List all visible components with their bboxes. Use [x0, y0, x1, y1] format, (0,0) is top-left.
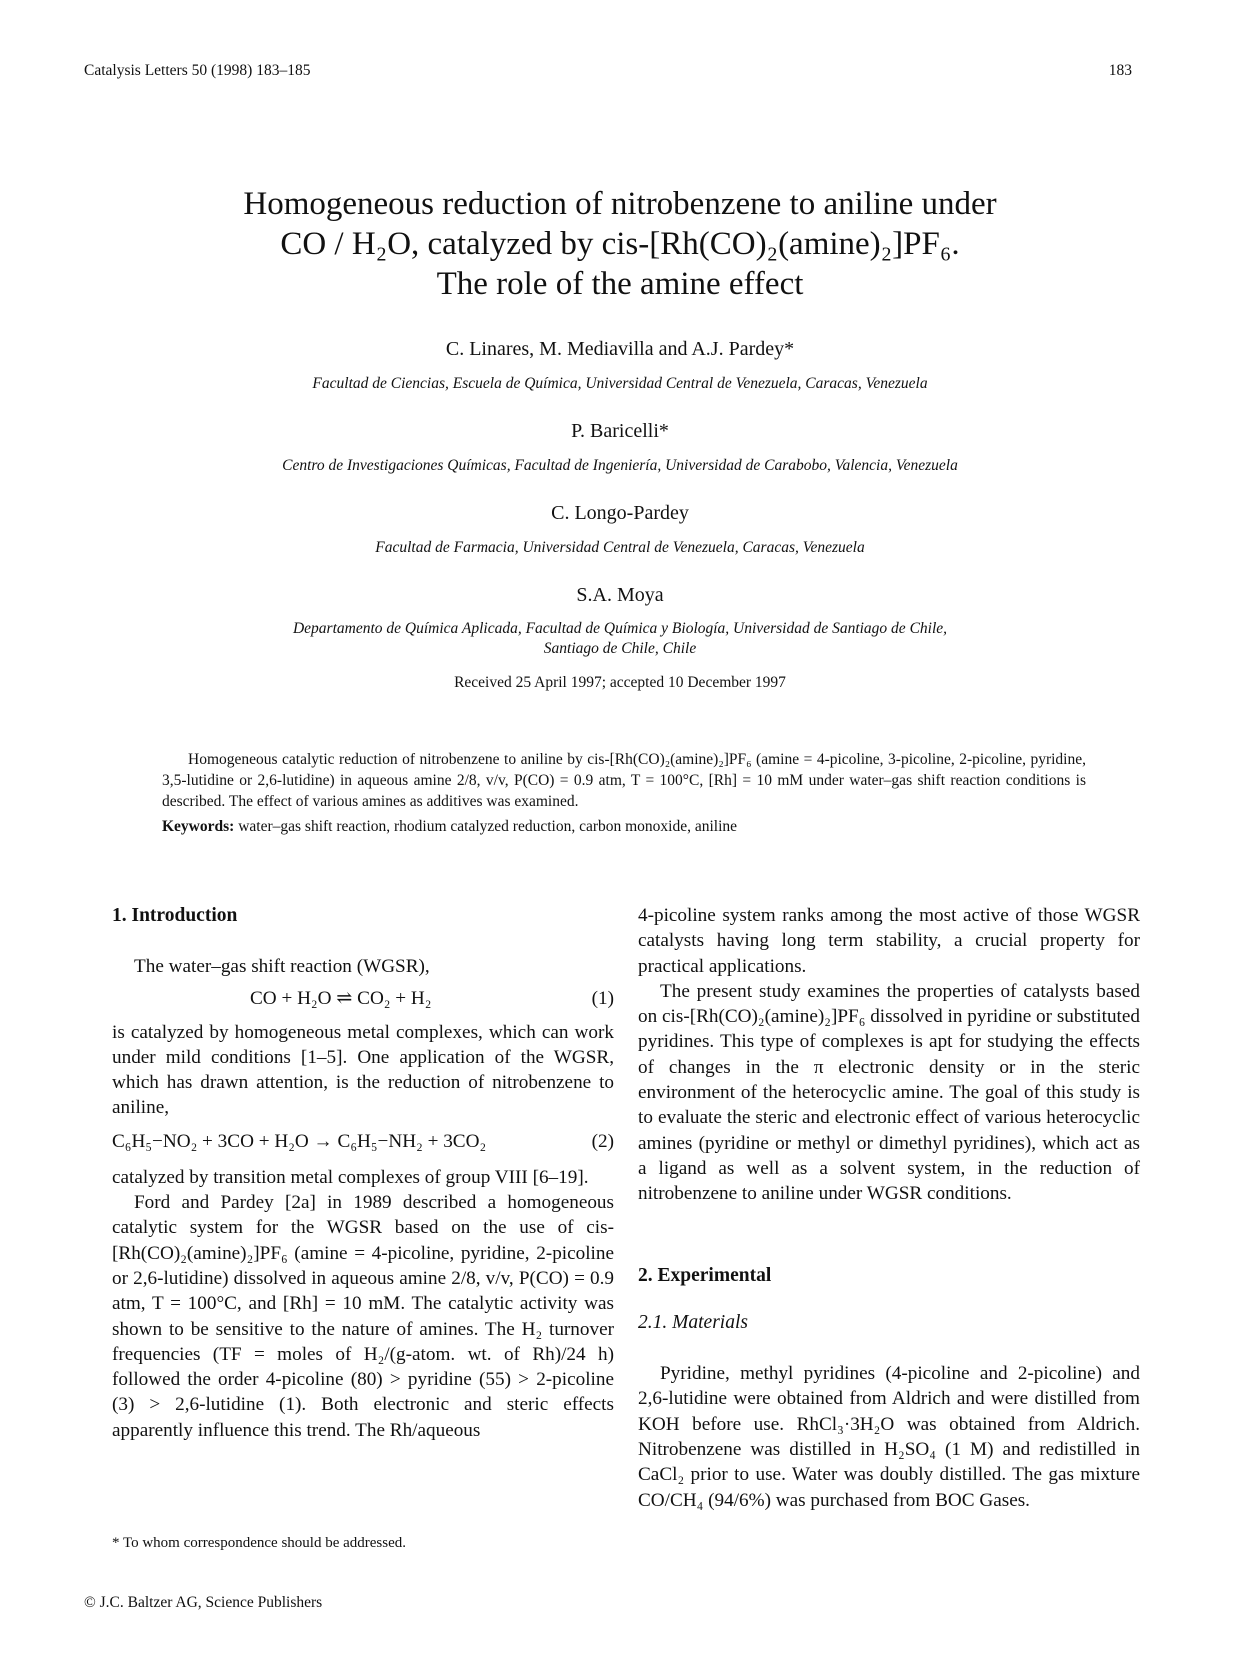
affiliation-2: Centro de Investigaciones Químicas, Facultad de Ingeniería, Universidad de Carabobo, Valencia, Venezuela: [282, 457, 958, 474]
materials-paragraph: Pyridine, methyl pyridines (4-picoline and 2-picoline) and 2,6-lutidine were obtained from Aldrich and were distilled from KOH before use. RhCl₃·3H₂O was obtained from Aldrich. Nitrobenzene was distilled in H₂SO₄ (1 M) and redistilled in CaCl₂ prior to use. Water was doubly distilled. The gas mixture CO/CH₄ (94/6%) was purchased from BOC Gases.: [638, 1363, 1140, 1511]
affiliation-4-line-1: Departamento de Química Aplicada, Facultad de Química y Biología, Universidad de Santiago de Chile,: [292, 620, 948, 637]
paper-title: [0, 184, 1240, 304]
equation-2-number: (2): [591, 1130, 614, 1152]
footnote: * To whom correspondence should be addressed.: [112, 1535, 407, 1551]
affiliation-1: Facultad de Ciencias, Escuela de Química, Universidad Central de Venezuela, Caracas, Venezuela: [312, 375, 928, 392]
intro-paragraph-lead: The water–gas shift reaction (WGSR),: [134, 956, 430, 978]
author-group-1: C. Linares, M. Mediavilla and A.J. Pardey*: [445, 338, 795, 360]
equation-1-number: (1): [591, 987, 614, 1009]
section-heading-experimental: 2. Experimental: [638, 1264, 772, 1286]
section-heading-introduction: 1. Introduction: [112, 905, 238, 926]
subsection-heading-materials: 2.1. Materials: [638, 1311, 748, 1333]
keywords-label: Keywords:: [162, 818, 235, 835]
author-group-2: P. Baricelli*: [571, 420, 669, 442]
received-dates: Received 25 April 1997; accepted 10 December 1997: [454, 674, 786, 691]
title-line-2: CO / H₂O, catalyzed by cis-[Rh(CO)₂(amine)₂]PF₆.: [280, 226, 960, 262]
title-line-3: The role of the amine effect: [436, 266, 804, 302]
copyright: © J.C. Baltzer AG, Science Publishers: [84, 1594, 323, 1611]
left-column: [112, 903, 614, 1443]
intro-paragraph-2: catalyzed by transition metal complexes of group VIII [6–19].: [112, 1166, 589, 1188]
right-paragraph-1: 4-picoline system ranks among the most active of those WGSR catalysts having long term stability, a crucial property for practical applications.: [638, 905, 1140, 977]
right-column: [638, 903, 1140, 1513]
keywords: [162, 818, 1086, 836]
intro-paragraph-3: Ford and Pardey [2a] in 1989 described a homogeneous catalytic system for the WGSR based on the use of cis-[Rh(CO)₂(amine)₂]PF₆ (amine = 4-picoline, pyridine, 2-picoline or 2,6-lutidine) dissolved in aqueous amine 2/8, v/v, P(CO) = 0.9 atm, T = 100°C, and [Rh] = 10 mM. The catalytic activity was shown to be sensitive to the nature of amines. The H₂ turnover frequencies (TF = moles of H₂/(g-atom. wt. of Rh)/24 h) followed the order 4-picoline (80) > pyridine (55) > 2-picoline (3) > 2,6-lutidine (1). Both electronic and steric effects apparently influence this trend. The Rh/aqueous: [112, 1192, 614, 1441]
title-line-1: Homogeneous reduction of nitrobenzene to aniline under: [243, 186, 997, 222]
abstract: Homogeneous catalytic reduction of nitrobenzene to aniline by cis-[Rh(CO)₂(amine)₂]PF₆ (amine = 4-picoline, 3-picoline, 2-picoline, pyridine, 3,5-lutidine or 2,6-lutidine) in aqueous amine 2/8, v/v, P(CO) = 0.9 atm, T = 100°C, [Rh] = 10 mM under water–gas shift reaction conditions is described. The effect of various amines as additives was examined.: [162, 751, 1086, 810]
author-group-4: S.A. Moya: [576, 584, 664, 606]
equation-1-body: CO + H₂O ⇌ CO₂ + H₂: [250, 987, 432, 1009]
equation-2: [112, 1129, 614, 1159]
author-group-3: C. Longo-Pardey: [551, 502, 689, 524]
affiliation-3: Facultad de Farmacia, Universidad Central de Venezuela, Caracas, Venezuela: [375, 539, 865, 556]
affiliation-4-line-2: Santiago de Chile, Chile: [543, 640, 697, 657]
right-paragraph-2: The present study examines the properties of catalysts based on cis-[Rh(CO)₂(amine)₂]PF₆ dissolved in pyridine or substituted pyridines. This type of complexes is apt for studying the effects of changes in the π electronic density or in the steric environment of the heterocyclic amine. The goal of this study is to evaluate the steric and electronic effect of various heterocyclic amines (pyridine or methyl or dimethyl pyridines), which act as a ligand as well as a solvent system, in the reduction of nitrobenzene to aniline under WGSR conditions.: [638, 980, 1140, 1205]
page-number: 183: [1108, 62, 1132, 79]
equation-1: [112, 986, 614, 1014]
intro-paragraph-1: is catalyzed by homogeneous metal complexes, which can work under mild conditions [1–5]. One application of the WGSR, which has drawn attention, is the reduction of nitrobenzene to aniline,: [112, 1021, 614, 1119]
affiliation-4: [0, 619, 1240, 659]
keywords-text: water–gas shift reaction, rhodium catalyzed reduction, carbon monoxide, aniline: [238, 818, 738, 835]
equation-2-body: C₆H₅−NO₂ + 3CO + H₂O → C₆H₅−NH₂ + 3CO₂: [112, 1130, 487, 1152]
running-header-journal: Catalysis Letters 50 (1998) 183–185: [84, 62, 311, 79]
